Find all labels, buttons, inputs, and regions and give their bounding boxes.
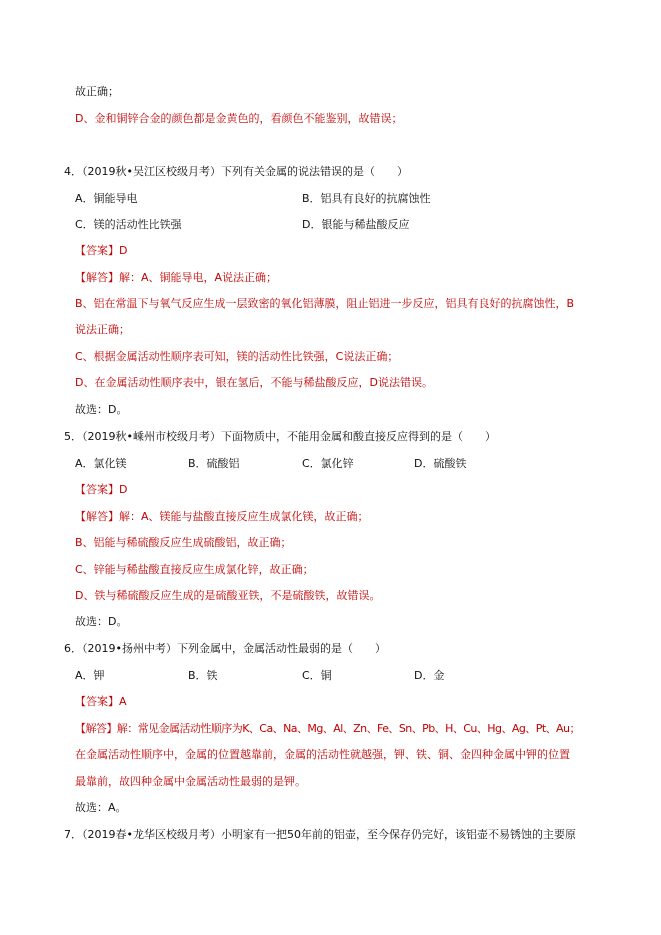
- q6-option-a: A．钾: [75, 669, 105, 682]
- q5-answer: 【答案】D: [75, 483, 128, 496]
- q4-option-b: B．铝具有良好的抗腐蚀性: [302, 192, 431, 205]
- question-7-stem: 7．（2019春•龙华区校级月考）小明家有一把50年前的铝壶，至今保存仍完好，该铝壶不易锈蚀的主要原: [64, 828, 576, 841]
- q5-option-b: B．硫酸铝: [188, 457, 240, 470]
- q4-answer: 【答案】D: [75, 244, 128, 257]
- q6-solution-line: 【解答】解：常见金属活动性顺序为K、Ca、Na、Mg、Al、Zn、Fe、Sn、Pb、H、Cu、Hg、Ag、Pt、Au；: [75, 722, 580, 735]
- q4-solution-line: 说法正确；: [75, 323, 130, 336]
- q4-solution-line: 【解答】解：A、铜能导电，A说法正确；: [75, 271, 278, 284]
- question-5-stem: 5．（2019秋•嵊州市校级月考）下面物质中，不能用金属和酸直接反应得到的是（ ）: [64, 430, 496, 443]
- q5-option-c: C．氯化锌: [302, 457, 354, 470]
- question-6-stem: 6．（2019•扬州中考）下列金属中，金属活动性最弱的是（ ）: [64, 642, 386, 655]
- q6-solution-line: 在金属活动性顺序中，金属的位置越靠前，金属的活动性就越强，钾、铁、铜、金四种金属中钾的位置: [75, 748, 570, 761]
- question-4-stem: 4．（2019秋•吴江区校级月考）下列有关金属的说法错误的是（ ）: [64, 165, 408, 178]
- q6-option-c: C．铜: [302, 669, 332, 682]
- q4-option-c: C．镁的活动性比铁强: [75, 218, 182, 231]
- q4-choice: 故选：D。: [75, 403, 128, 416]
- q4-option-a: A．铜能导电: [75, 192, 138, 205]
- q6-solution-line: 最靠前，故四种金属中金属活动性最弱的是钾。: [75, 775, 306, 788]
- q5-solution-line: C、锌能与稀盐酸直接反应生成氯化锌，故正确；: [75, 563, 314, 576]
- q5-choice: 故选：D。: [75, 615, 128, 628]
- q5-solution-line: 【解答】解：A、镁能与盐酸直接反应生成氯化镁，故正确；: [75, 510, 369, 523]
- q6-option-d: D．金: [414, 669, 445, 682]
- q6-answer: 【答案】A: [75, 695, 127, 708]
- q5-option-a: A．氯化镁: [75, 457, 127, 470]
- q6-option-b: B．铁: [188, 669, 218, 682]
- q4-solution-line: B、铝在常温下与氧气反应生成一层致密的氧化铝薄膜，阻止铝进一步反应，铝具有良好的抗腐蚀性，B: [75, 297, 575, 310]
- q4-option-d: D．银能与稀盐酸反应: [302, 218, 410, 231]
- q5-solution-line: B、铝能与稀硫酸反应生成硫酸铝，故正确；: [75, 536, 292, 549]
- q4-solution-line: D、在金属活动性顺序表中，银在氢后，不能与稀盐酸反应，D说法错误。: [75, 376, 433, 389]
- q4-solution-line: C、根据金属活动性顺序表可知，镁的活动性比铁强，C说法正确；: [75, 350, 399, 363]
- explanation-line: D、金和铜锌合金的颜色都是金黄色的，看颜色不能鉴别，故错误；: [75, 112, 403, 125]
- q5-solution-line: D、铁与稀硫酸反应生成的是硫酸亚铁，不是硫酸铁，故错误。: [75, 589, 381, 602]
- continued-text: 故正确；: [75, 85, 119, 98]
- q5-option-d: D．硫酸铁: [414, 457, 467, 470]
- q6-choice: 故选：A。: [75, 801, 127, 814]
